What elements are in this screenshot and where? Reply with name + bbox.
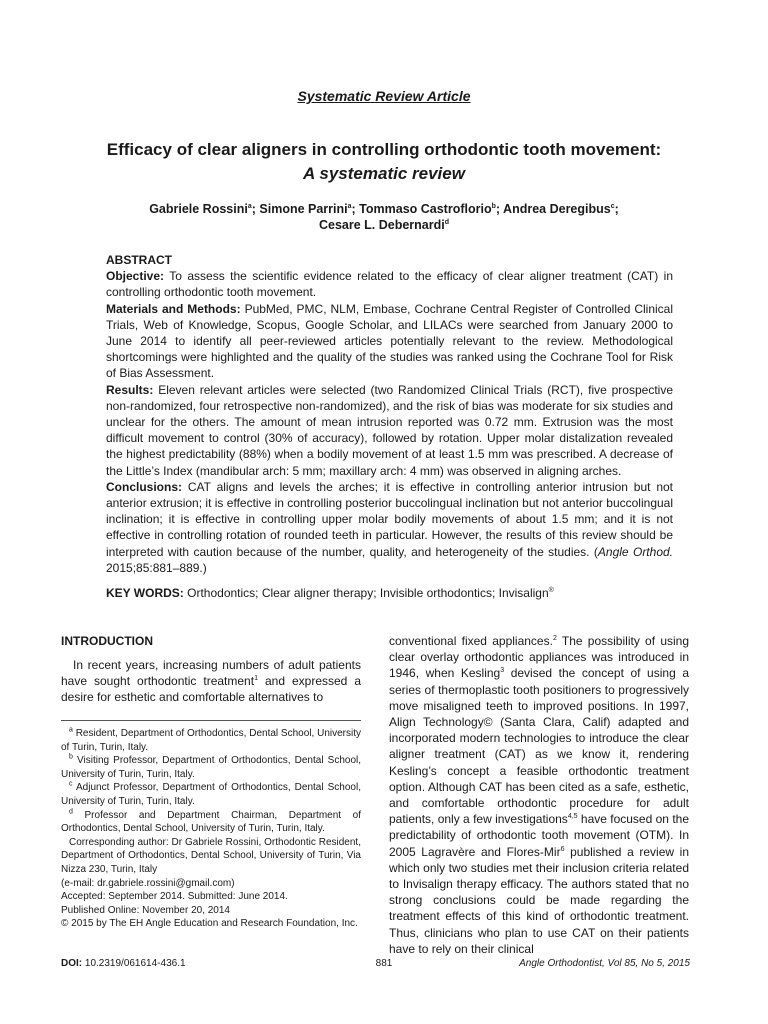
body-text: conventional fixed appliances. <box>389 634 553 648</box>
footnote-item <box>61 781 361 808</box>
keywords-text: Orthodontics; Clear aligner therapy; Invisible orthodontics; Invisalign <box>183 586 549 600</box>
introduction-paragraph <box>61 657 361 706</box>
corresponding-author: Corresponding author: Dr Gabriele Rossini, Orthodontic Resident, Department of Orthodontics, Dental School, University of Turin, Via Nizza 230, Turin, Italy <box>61 836 361 875</box>
methods-text: PubMed, PMC, NLM, Embase, Cochrane Central Register of Controlled Clinical Trials, Web of Knowledge, Scopus, Google Scholar, and LILACs were searched from January 2000 to June 2014 to identify all peer-reviewed articles potentially relevant to the review. Methodological shortcomings were highlighted and the quality of the studies was ranked using the Cochrane Tool for Risk of Bias Assessment. <box>106 301 673 381</box>
objective-text: To assess the scientific evidence related to the efficacy of clear aligner treatment (CAT) in controlling orthodontic tooth movement. <box>106 269 673 300</box>
body-text: devised the concept of using a series of thermoplastic tooth positioners to progressively move misaligned teeth to improved positions. In 1997, Align Technology© (Santa Clara, Calif) adapted and incorporated modern technologies to introduce the clear aligner treatment (CAT) as we know it, rendering Kesling’s concept a feasible orthodontic treatment option. Although CAT has been cited as a safe, esthetic, and comfortable orthodontic procedure for adult patients, only a few investigations <box>389 666 689 827</box>
author-affiliation-mark: a <box>347 202 352 210</box>
author-name: Gabriele Rossini <box>149 202 248 216</box>
footnote-text: Adjunct Professor, Department of Orthodontics, Dental School, University of Turin, Turin, Italy. <box>61 782 361 807</box>
footnote-text: Visiting Professor, Department of Orthodontics, Dental School, University of Turin, Turin, Italy. <box>61 755 361 780</box>
body-text: published a review in which only two studies met their inclusion criteria related to Invisalign therapy efficacy. The authors stated that no strong conclusions could be made regarding the treatment effects of this kind of orthodontic treatment. Thus, clinicians who plan to use CAT on their patients have to rely on their clinical <box>389 844 690 956</box>
abstract <box>106 252 673 576</box>
methods-label: Materials and Methods: <box>106 301 241 316</box>
author-name: Cesare L. Debernardi <box>318 218 445 232</box>
author-name: Andrea Deregibus <box>503 202 611 216</box>
body-text: The possibility of using clear overlay orthodontic appliances was introduced in 1946, when Kesling <box>389 634 690 681</box>
right-column-text <box>389 633 689 957</box>
citation-rest: 2015;85:881–889.) <box>106 560 207 575</box>
ref-sup: 4,5 <box>567 813 578 821</box>
author-name: Tommaso Castroflorio <box>359 202 492 216</box>
publication-dates <box>61 890 361 931</box>
journal-citation: Angle Orthodontist, Vol 85, No 5, 2015 <box>519 958 690 969</box>
abstract-methods <box>106 301 673 382</box>
abstract-results <box>106 382 673 479</box>
introduction-heading: INTRODUCTION <box>61 634 153 648</box>
results-text: Eleven relevant articles were selected (two Randomized Clinical Trials (RCT), five prospective non-randomized, four retrospective non-randomized), and the risk of bias was moderate for six studies and unclear for the others. The amount of mean intrusion reported was 0.72 mm. Extrusion was the most difficult movement to control (30% of accuracy), followed by rotation. Upper molar distalization revealed the highest predictability (88%) when a bodily movement of at least 1.5 mm was prescribed. A decrease of the Little’s Index (mandibular arch: 5 mm; maxillary arch: 4 mm) was observed in aligning arches. <box>106 382 673 478</box>
author-affiliation-mark: b <box>491 202 496 210</box>
abstract-conclusions <box>106 479 673 576</box>
author-separator: ; <box>495 202 504 216</box>
conclusions-label: Conclusions: <box>106 479 183 494</box>
author-line-1 <box>0 201 768 217</box>
author-list <box>0 201 768 233</box>
article-type-label: Systematic Review Article <box>297 88 471 104</box>
footnote-mark: a <box>69 726 73 734</box>
citation-journal: Angle Orthod. <box>597 544 673 559</box>
author-separator: ; <box>614 202 619 216</box>
ref-sup: 2 <box>552 635 557 642</box>
footnotes <box>61 727 361 890</box>
footnote-item <box>61 727 361 754</box>
footnote-item <box>61 754 361 781</box>
doi-label: DOI: <box>61 958 83 969</box>
author-line-2 <box>0 217 768 233</box>
doi-value: 10.2319/061614-436.1 <box>82 958 186 969</box>
accepted-date: Accepted: September 2014. Submitted: June 2014. <box>61 891 288 902</box>
author-separator: ; <box>351 202 360 216</box>
abstract-objective <box>106 268 673 300</box>
footnote-divider <box>61 720 361 721</box>
article-title-line2: A systematic review <box>303 164 465 183</box>
keywords-label: KEY WORDS: <box>106 586 184 600</box>
intro-text-a: In recent years, increasing numbers of adult patients have sought orthodontic treatment <box>61 658 361 689</box>
affiliation-footnotes <box>61 727 361 836</box>
published-date: Published Online: November 20, 2014 <box>61 904 230 916</box>
footnote-text: Professor and Department Chairman, Department of Orthodontics, Dental School, University of Turin, Turin, Italy. <box>61 809 361 835</box>
intro-text-b: and expressed a desire for esthetic and comfortable alternatives to <box>61 674 362 705</box>
footnote-item <box>61 809 361 836</box>
body-text: have focused on the predictability of orthodontic tooth movement (OTM). In 2005 Lagravère and Flores-Mir <box>389 812 689 859</box>
footnote-mark: d <box>69 808 73 816</box>
author-affiliation-mark: a <box>247 202 252 210</box>
objective-label: Objective: <box>106 269 165 284</box>
keywords <box>106 586 673 600</box>
author-name: Simone Parrini <box>259 202 348 216</box>
conclusions-text: CAT aligns and levels the arches; it is effective in controlling anterior intrusion but not anterior extrusion; it is effective in controlling posterior buccolingual inclination but not anterior buccolingual inclination; it is effective in controlling upper molar bodily movements of about 1.5 mm; and it is not effective in controlling rotation of rounded teeth in particular. However, the results of this review should be interpreted with caution because of the number, quality, and heterogeneity of the studies. ( <box>106 479 673 559</box>
author-separator: ; <box>251 202 260 216</box>
ref-sup: 3 <box>500 667 505 675</box>
ref-sup-1: 1 <box>254 675 258 683</box>
footnote-mark: b <box>69 753 73 761</box>
ref-sup: 6 <box>560 845 565 853</box>
results-label: Results: <box>106 382 154 397</box>
corresponding-email: (e-mail: dr.gabriele.rossini@gmail.com) <box>61 877 235 889</box>
footnote-text: Resident, Department of Orthodontics, Dental School, University of Turin, Turin, Italy. <box>61 728 361 753</box>
abstract-heading: ABSTRACT <box>106 253 172 267</box>
author-affiliation-mark: d <box>444 218 450 226</box>
author-affiliation-mark: c <box>610 202 615 210</box>
footnote-mark: c <box>69 781 73 789</box>
page-number: 881 <box>375 958 393 969</box>
registered-mark: ® <box>548 587 554 594</box>
article-title-line1: Efficacy of clear aligners in controlling orthodontic tooth movement: <box>106 140 662 159</box>
copyright: © 2015 by The EH Angle Education and Research Foundation, Inc. <box>61 918 358 930</box>
